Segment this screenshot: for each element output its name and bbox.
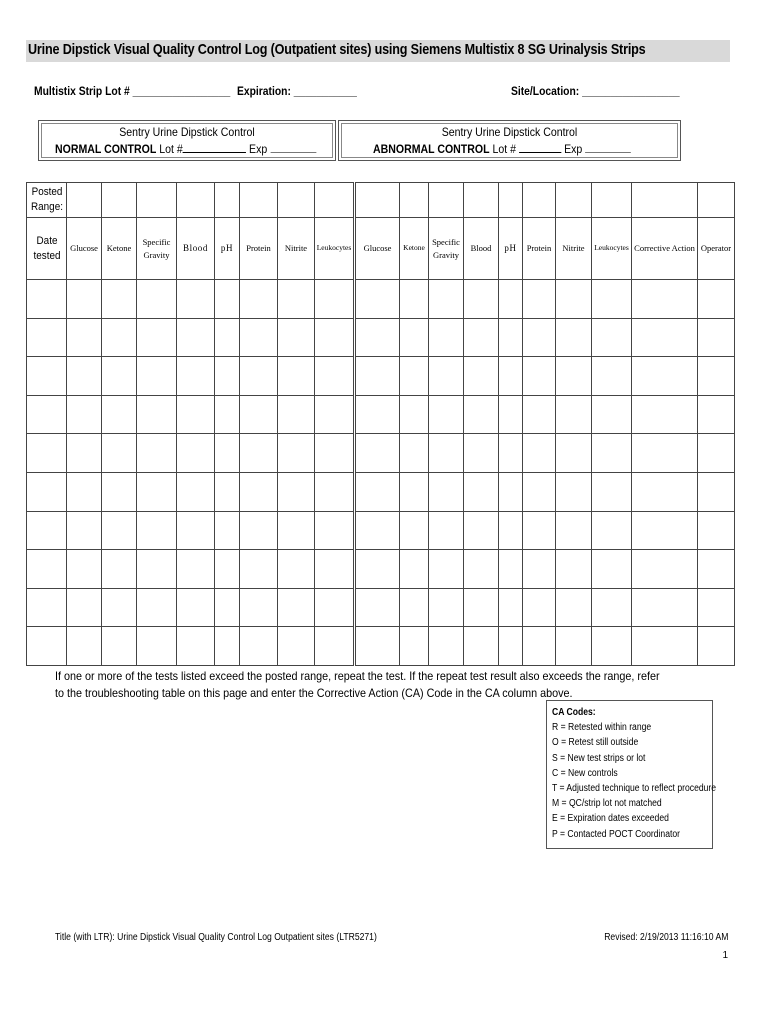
log-entry-cell[interactable] — [215, 472, 240, 511]
log-entry-cell[interactable] — [556, 434, 592, 473]
log-entry-cell[interactable] — [67, 357, 102, 396]
strip-lot-field[interactable]: Multistix Strip Lot # _________________ — [34, 84, 231, 98]
log-entry-cell[interactable] — [429, 434, 464, 473]
log-entry-cell[interactable] — [355, 550, 400, 589]
abnormal-ketone-header: Ketone — [400, 218, 429, 280]
log-entry-cell[interactable] — [215, 588, 240, 627]
log-entry-cell[interactable] — [592, 472, 632, 511]
posted-cell[interactable] — [137, 183, 177, 218]
log-entry-cell[interactable] — [632, 511, 698, 550]
log-entry-cell[interactable] — [400, 511, 429, 550]
log-entry-cell[interactable] — [67, 550, 102, 589]
log-entry-cell[interactable] — [177, 511, 215, 550]
log-entry-cell[interactable] — [27, 318, 67, 357]
log-entry-cell[interactable] — [632, 588, 698, 627]
log-entry-cell[interactable] — [400, 472, 429, 511]
log-entry-cell[interactable] — [400, 318, 429, 357]
log-entry-cell[interactable] — [27, 511, 67, 550]
log-entry-cell[interactable] — [523, 280, 556, 319]
log-entry-cell[interactable] — [429, 472, 464, 511]
ca-code-item: E = Expiration dates exceeded — [552, 813, 669, 825]
log-entry-cell[interactable] — [355, 434, 400, 473]
log-entry-cell[interactable] — [429, 318, 464, 357]
abnormal-blood-header: Blood — [464, 218, 499, 280]
log-entry-cell[interactable] — [499, 550, 523, 589]
abnormal-control-exp-label: Exp — [564, 142, 583, 156]
log-entry-cell[interactable] — [177, 357, 215, 396]
log-entry-cell[interactable] — [429, 588, 464, 627]
log-entry-cell[interactable] — [523, 395, 556, 434]
normal-control-heading: Sentry Urine Dipstick Control — [119, 125, 255, 139]
log-entry-cell[interactable] — [400, 588, 429, 627]
log-entry-cell[interactable] — [240, 395, 278, 434]
log-entry-cell[interactable] — [315, 550, 355, 589]
log-entry-cell[interactable] — [355, 511, 400, 550]
log-entry-cell[interactable] — [592, 357, 632, 396]
log-entry-cell[interactable] — [315, 280, 355, 319]
log-entry-cell[interactable] — [240, 280, 278, 319]
log-entry-cell[interactable] — [67, 627, 102, 666]
abnormal-leukocytes-header: Leukocytes — [592, 218, 632, 280]
log-entry-cell[interactable] — [315, 472, 355, 511]
log-entry-cell[interactable] — [355, 318, 400, 357]
posted-cell[interactable] — [278, 183, 315, 218]
log-entry-cell[interactable] — [429, 395, 464, 434]
abnormal-lot-blank[interactable] — [519, 141, 561, 153]
operator-header: Operator — [698, 218, 735, 280]
log-entry-cell[interactable] — [632, 395, 698, 434]
column-header-row — [27, 218, 735, 280]
ca-code-item: T = Adjusted technique to reflect procedure — [552, 783, 717, 795]
normal-protein-header: Protein — [240, 218, 278, 280]
log-entry-cell[interactable] — [240, 472, 278, 511]
normal-control-box — [38, 120, 336, 161]
log-entry-cell[interactable] — [523, 318, 556, 357]
normal-nitrite-header: Nitrite — [278, 218, 315, 280]
posted-cell[interactable] — [464, 183, 499, 218]
log-entry-cell[interactable] — [240, 318, 278, 357]
log-entry-cell[interactable] — [499, 472, 523, 511]
log-entry-cell[interactable] — [632, 357, 698, 396]
ca-codes-box — [546, 700, 717, 849]
log-entry-cell[interactable] — [137, 588, 177, 627]
ca-code-item: C = New controls — [552, 767, 618, 779]
log-entry-cell[interactable] — [102, 511, 137, 550]
log-entry-cell[interactable] — [102, 357, 137, 396]
abnormal-control-heading: Sentry Urine Dipstick Control — [441, 125, 578, 139]
log-entry-cell[interactable] — [215, 627, 240, 666]
log-entry-cell[interactable] — [400, 550, 429, 589]
log-entry-cell[interactable] — [177, 588, 215, 627]
log-entry-cell[interactable] — [278, 395, 315, 434]
posted-cell[interactable] — [592, 183, 632, 218]
log-entry-cell[interactable] — [499, 511, 523, 550]
log-entry-cell[interactable] — [102, 395, 137, 434]
normal-ph-header: pH — [215, 218, 240, 280]
posted-cell[interactable] — [215, 183, 240, 218]
log-entry-row — [27, 550, 735, 589]
posted-cell[interactable] — [67, 183, 102, 218]
log-entry-cell[interactable] — [355, 357, 400, 396]
normal-blood-header: Blood — [177, 218, 215, 280]
log-entry-cell[interactable] — [464, 511, 499, 550]
log-entry-row — [27, 588, 735, 627]
log-entry-cell[interactable] — [278, 280, 315, 319]
log-entry-cell[interactable] — [102, 588, 137, 627]
log-entry-cell[interactable] — [137, 318, 177, 357]
log-entry-cell[interactable] — [400, 280, 429, 319]
expiration-field[interactable]: Expiration: ___________ — [237, 84, 357, 98]
log-entries — [27, 280, 735, 666]
posted-cell[interactable] — [177, 183, 215, 218]
log-entry-cell[interactable] — [278, 434, 315, 473]
log-entry-cell[interactable] — [464, 280, 499, 319]
abnormal-nitrite-header: Nitrite — [556, 218, 592, 280]
log-entry-cell[interactable] — [177, 395, 215, 434]
log-entry-cell[interactable] — [137, 511, 177, 550]
log-entry-cell[interactable] — [137, 627, 177, 666]
normal-glucose-header: Glucose — [67, 218, 102, 280]
log-entry-cell[interactable] — [499, 588, 523, 627]
log-entry-cell[interactable] — [592, 588, 632, 627]
log-entry-cell[interactable] — [27, 627, 67, 666]
log-entry-cell[interactable] — [315, 627, 355, 666]
log-entry-row — [27, 511, 735, 550]
log-entry-cell[interactable] — [27, 588, 67, 627]
footer-revised: Revised: 2/19/2013 11:16:10 AM — [603, 932, 728, 943]
log-entry-cell[interactable] — [278, 472, 315, 511]
log-entry-cell[interactable] — [523, 550, 556, 589]
log-entry-cell[interactable] — [592, 627, 632, 666]
log-entry-cell[interactable] — [632, 550, 698, 589]
log-entry-cell[interactable] — [499, 318, 523, 357]
log-entry-cell[interactable] — [315, 395, 355, 434]
abnormal-protein-header: Protein — [523, 218, 556, 280]
normal-control-exp-label: Exp — [249, 142, 268, 156]
log-entry-cell[interactable] — [698, 550, 735, 589]
log-entry-cell[interactable] — [523, 357, 556, 396]
log-entry-cell[interactable] — [464, 395, 499, 434]
log-entry-cell[interactable] — [67, 280, 102, 319]
page-number: 1 — [722, 950, 728, 961]
log-entry-cell[interactable] — [177, 280, 215, 319]
log-entry-cell[interactable] — [523, 434, 556, 473]
log-entry-cell[interactable] — [499, 357, 523, 396]
log-entry-cell[interactable] — [215, 318, 240, 357]
log-entry-cell[interactable] — [556, 550, 592, 589]
log-entry-cell[interactable] — [429, 627, 464, 666]
log-entry-cell[interactable] — [315, 511, 355, 550]
log-entry-cell[interactable] — [240, 550, 278, 589]
log-entry-cell[interactable] — [499, 627, 523, 666]
log-entry-cell[interactable] — [137, 357, 177, 396]
abnormal-control-label: ABNORMAL CONTROL — [373, 142, 490, 156]
log-entry-cell[interactable] — [632, 280, 698, 319]
log-entry-row — [27, 318, 735, 357]
log-entry-cell[interactable] — [137, 472, 177, 511]
log-entry-cell[interactable] — [499, 280, 523, 319]
site-location-field[interactable]: Site/Location: _________________ — [511, 84, 680, 98]
log-entry-cell[interactable] — [278, 588, 315, 627]
log-entry-cell[interactable] — [27, 280, 67, 319]
log-entry-cell[interactable] — [240, 588, 278, 627]
log-entry-row — [27, 434, 735, 473]
log-entry-cell[interactable] — [400, 395, 429, 434]
log-entry-cell[interactable] — [102, 627, 137, 666]
log-entry-cell[interactable] — [400, 357, 429, 396]
log-entry-cell[interactable] — [278, 511, 315, 550]
log-entry-cell[interactable] — [698, 280, 735, 319]
abnormal-control-box — [338, 120, 681, 161]
log-entry-cell[interactable] — [556, 318, 592, 357]
abnormal-control-lot-line[interactable] — [373, 141, 631, 156]
log-entry-cell[interactable] — [698, 357, 735, 396]
log-entry-cell[interactable] — [102, 550, 137, 589]
corrective-action-header: Corrective Action — [632, 218, 698, 280]
log-entry-cell[interactable] — [632, 627, 698, 666]
posted-cell[interactable] — [523, 183, 556, 218]
log-entry-cell[interactable] — [464, 550, 499, 589]
ca-code-item: R = Retested within range — [552, 722, 652, 734]
log-entry-cell[interactable] — [698, 318, 735, 357]
log-entry-cell[interactable] — [556, 588, 592, 627]
log-entry-cell[interactable] — [499, 395, 523, 434]
log-entry-cell[interactable] — [27, 357, 67, 396]
date-tested-header: Date tested — [29, 218, 65, 280]
instructions-note: If one or more of the tests listed exceed the posted range, repeat the test. If the repeat test result also exceeds the range, refer to the troubleshooting table on this page and enter the Corrective Action (CA) Code in the CA column above. — [55, 669, 660, 700]
normal-specific-gravity-header: Specific Gravity — [137, 218, 177, 280]
posted-cell[interactable] — [355, 183, 400, 218]
log-entry-cell[interactable] — [592, 550, 632, 589]
normal-control-lot-line[interactable] — [55, 141, 316, 156]
log-entry-cell[interactable] — [592, 434, 632, 473]
log-entry-cell[interactable] — [177, 434, 215, 473]
log-entry-cell[interactable] — [177, 472, 215, 511]
ca-code-item: P = Contacted POCT Coordinator — [552, 828, 681, 840]
log-entry-cell[interactable] — [27, 550, 67, 589]
log-entry-cell[interactable] — [698, 627, 735, 666]
ca-codes-title: CA Codes: — [552, 707, 596, 718]
log-entry-cell[interactable] — [102, 318, 137, 357]
log-entry-cell[interactable] — [632, 472, 698, 511]
abnormal-ph-header: pH — [499, 218, 523, 280]
posted-cell[interactable] — [102, 183, 137, 218]
log-entry-cell[interactable] — [215, 550, 240, 589]
log-entry-cell[interactable] — [315, 318, 355, 357]
log-entry-cell[interactable] — [400, 627, 429, 666]
posted-range-row — [27, 183, 735, 218]
normal-leukocytes-header: Leukocytes — [315, 218, 355, 280]
log-entry-cell[interactable] — [355, 627, 400, 666]
log-entry-cell[interactable] — [137, 280, 177, 319]
normal-ketone-header: Ketone — [102, 218, 137, 280]
log-entry-cell[interactable] — [315, 434, 355, 473]
footer-title: Title (with LTR): Urine Dipstick Visual Quality Control Log Outpatient sites (LTR5271) — [55, 932, 377, 943]
log-entry-cell[interactable] — [215, 511, 240, 550]
log-entry-cell[interactable] — [556, 357, 592, 396]
log-entry-cell[interactable] — [27, 395, 67, 434]
log-entry-cell[interactable] — [278, 318, 315, 357]
log-entry-cell[interactable] — [698, 472, 735, 511]
log-entry-cell[interactable] — [556, 395, 592, 434]
log-entry-cell[interactable] — [27, 472, 67, 511]
log-entry-cell[interactable] — [523, 627, 556, 666]
log-entry-cell[interactable] — [355, 472, 400, 511]
normal-lot-blank[interactable] — [183, 141, 246, 153]
log-entry-cell[interactable] — [278, 550, 315, 589]
log-entry-cell[interactable] — [240, 434, 278, 473]
log-entry-cell[interactable] — [355, 395, 400, 434]
ca-code-item: S = New test strips or lot — [552, 752, 646, 764]
log-entry-cell[interactable] — [355, 588, 400, 627]
log-entry-cell[interactable] — [429, 511, 464, 550]
log-entry-row — [27, 395, 735, 434]
log-entry-cell[interactable] — [67, 472, 102, 511]
log-entry-cell[interactable] — [698, 588, 735, 627]
log-entry-row — [27, 357, 735, 396]
log-entry-cell[interactable] — [592, 395, 632, 434]
log-entry-cell[interactable] — [464, 627, 499, 666]
posted-cell[interactable] — [429, 183, 464, 218]
log-entry-cell[interactable] — [592, 318, 632, 357]
log-entry-cell[interactable] — [240, 627, 278, 666]
log-entry-cell[interactable] — [215, 357, 240, 396]
log-entry-cell[interactable] — [240, 357, 278, 396]
log-entry-cell[interactable] — [137, 395, 177, 434]
log-entry-cell[interactable] — [67, 588, 102, 627]
log-entry-cell[interactable] — [429, 550, 464, 589]
log-entry-cell[interactable] — [278, 357, 315, 396]
log-entry-cell[interactable] — [464, 588, 499, 627]
log-entry-cell[interactable] — [215, 395, 240, 434]
log-entry-cell[interactable] — [429, 357, 464, 396]
log-entry-cell[interactable] — [556, 280, 592, 319]
log-entry-cell[interactable] — [177, 550, 215, 589]
posted-cell[interactable] — [698, 183, 735, 218]
normal-control-lot-label: Lot # — [159, 142, 183, 156]
log-entry-cell[interactable] — [27, 434, 67, 473]
abnormal-glucose-header: Glucose — [355, 218, 400, 280]
log-entry-cell[interactable] — [556, 627, 592, 666]
log-entry-cell[interactable] — [698, 395, 735, 434]
log-entry-cell[interactable] — [315, 357, 355, 396]
log-entry-cell[interactable] — [429, 280, 464, 319]
abnormal-exp-blank[interactable] — [585, 141, 631, 153]
log-entry-cell[interactable] — [177, 318, 215, 357]
log-entry-cell[interactable] — [67, 395, 102, 434]
log-entry-cell[interactable] — [592, 280, 632, 319]
posted-range-label: Posted Range: — [29, 183, 65, 218]
log-entry-cell[interactable] — [177, 627, 215, 666]
log-entry-cell[interactable] — [556, 511, 592, 550]
log-entry-cell[interactable] — [67, 434, 102, 473]
abnormal-specific-gravity-header: Specific Gravity — [429, 218, 464, 280]
log-entry-cell[interactable] — [592, 511, 632, 550]
log-entry-cell[interactable] — [102, 280, 137, 319]
log-entry-cell[interactable] — [102, 472, 137, 511]
log-entry-cell[interactable] — [67, 511, 102, 550]
abnormal-control-lot-label: Lot # — [492, 142, 516, 156]
log-entry-cell[interactable] — [464, 357, 499, 396]
log-entry-cell[interactable] — [698, 511, 735, 550]
log-entry-cell[interactable] — [499, 434, 523, 473]
ca-code-item: M = QC/strip lot not matched — [552, 798, 662, 810]
log-entry-cell[interactable] — [632, 318, 698, 357]
log-entry-row — [27, 472, 735, 511]
log-entry-cell[interactable] — [102, 434, 137, 473]
posted-cell[interactable] — [240, 183, 278, 218]
log-entry-cell[interactable] — [215, 280, 240, 319]
normal-control-label: NORMAL CONTROL — [55, 142, 157, 156]
log-entry-cell[interactable] — [137, 550, 177, 589]
normal-exp-blank[interactable] — [270, 141, 316, 153]
log-entry-cell[interactable] — [523, 588, 556, 627]
log-entry-cell[interactable] — [632, 434, 698, 473]
posted-cell[interactable] — [499, 183, 523, 218]
log-entry-cell[interactable] — [523, 511, 556, 550]
posted-cell[interactable] — [400, 183, 429, 218]
log-entry-cell[interactable] — [556, 472, 592, 511]
log-entry-cell[interactable] — [464, 434, 499, 473]
log-entry-row — [27, 280, 735, 319]
qc-log-table — [26, 182, 735, 666]
log-entry-cell[interactable] — [137, 434, 177, 473]
log-entry-cell[interactable] — [523, 472, 556, 511]
posted-cell[interactable] — [556, 183, 592, 218]
log-entry-cell[interactable] — [355, 280, 400, 319]
log-entry-cell[interactable] — [400, 434, 429, 473]
log-entry-row — [27, 627, 735, 666]
posted-cell[interactable] — [632, 183, 698, 218]
page-title: Urine Dipstick Visual Quality Control Log (Outpatient sites) using Siemens Multistix 8 SG Urinalysis Strips — [28, 41, 646, 58]
ca-code-item: O = Retest still outside — [552, 737, 639, 749]
log-entry-cell[interactable] — [315, 588, 355, 627]
log-entry-cell[interactable] — [215, 434, 240, 473]
posted-cell[interactable] — [315, 183, 355, 218]
log-entry-cell[interactable] — [67, 318, 102, 357]
log-entry-cell[interactable] — [240, 511, 278, 550]
log-entry-cell[interactable] — [278, 627, 315, 666]
log-entry-cell[interactable] — [464, 472, 499, 511]
log-entry-cell[interactable] — [464, 318, 499, 357]
log-entry-cell[interactable] — [698, 434, 735, 473]
